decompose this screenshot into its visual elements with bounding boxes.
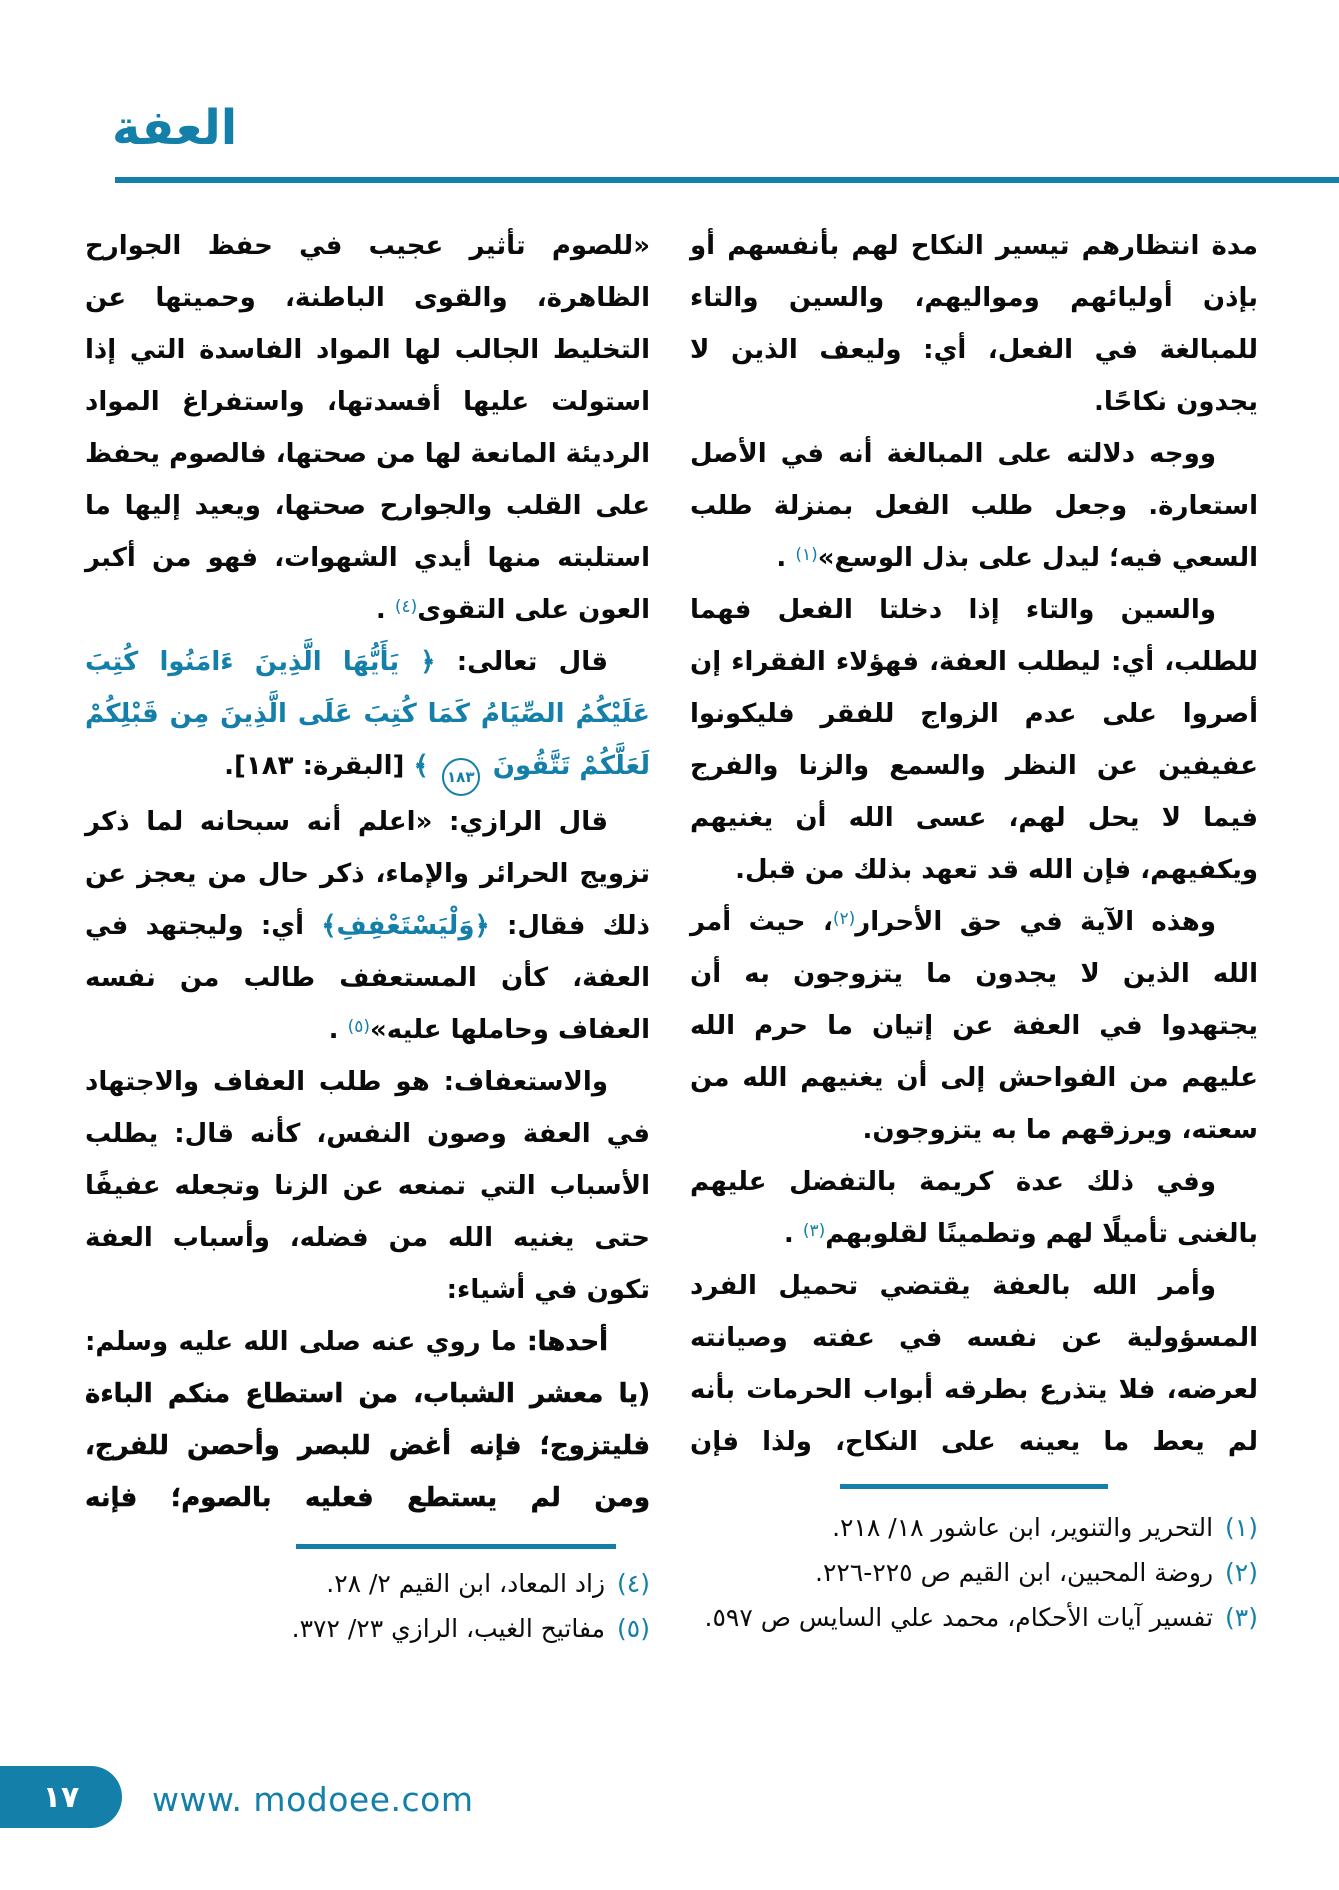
footnotes-right: [690, 1505, 1258, 1640]
footnote-text: روضة المحبين، ابن القيم ص ٢٢٥-٢٢٦.: [815, 1558, 1214, 1587]
hadith-paragraph: [85, 1316, 650, 1524]
text-segment: والاستعفاف: هو طلب العفاف والاجتهاد في العفة وصون النفس، كأنه قال: يطلب الأسباب التي تمنعه عن الزنا وتجعله عفيفًا حتى يغنيه الله من فضله، وأسباب العفة تكون في أشياء:: [85, 1067, 650, 1305]
text-segment: قال الرازي: «اعلم أنه سبحانه لما ذكر تزويج الحرائر والإماء، ذكر حال من يعجز عن ذلك فقال:: [85, 807, 650, 941]
text-segment: مدة انتظارهم تيسير النكاح لهم بأنفسهم أو بإذن أوليائهم ومواليهم، والسين والتاء للمبالغة في الفعل، أي: وليعف الذين لا يجدون نكاحًا.: [690, 231, 1258, 417]
page-number: ١٧: [42, 1779, 80, 1815]
footnote-item: [690, 1595, 1258, 1640]
footnotes-left: [85, 1561, 650, 1651]
quran-text: ﴾: [413, 751, 438, 781]
paragraph: [85, 796, 650, 1056]
header-rule: [115, 177, 1339, 183]
footnote-marker: (١): [795, 545, 818, 565]
paragraph: [85, 1056, 650, 1316]
footnote-item: [690, 1505, 1258, 1550]
footnote-text: التحرير والتنوير، ابن عاشور ١٨/ ٢١٨.: [832, 1513, 1214, 1542]
text-segment: .: [375, 595, 395, 625]
quran-text: ﴿ يَأَيُّهَا الَّذِينَ ءَامَنُوا كُتِبَ عَلَيْكُمُ الصِّيَامُ كَمَا كُتِبَ عَلَى الَّذِينَ مِن قَبْلِكُمْ لَعَلَّكُمْ تَتَّقُونَ: [85, 647, 650, 781]
footnote-text: مفاتيح الغيب، الرازي ٢٣/ ٣٧٢.: [291, 1614, 606, 1643]
page-number-badge: [0, 1766, 122, 1828]
paragraph: [690, 220, 1258, 428]
bold-text-segment: (يا معشر الشباب، من استطاع منكم الباءة فليتزوج؛ فإنه أغض للبصر وأحصن للفرج، ومن لم يستطع فعليه بالصوم؛ فإنه: [85, 1379, 650, 1513]
text-segment: .: [328, 1015, 348, 1045]
text-segment: .: [776, 543, 796, 573]
text-segment: [البقرة: ١٨٣].: [224, 751, 414, 781]
text-segment: والسين والتاء إذا دخلتا الفعل فهما للطلب، أي: ليطلب العفة، فهؤلاء الفقراء إن أصروا على عدم الزواج للفقر فليكونوا عفيفين عن النظر والسمع والزنا والفرج فيما لا يحل لهم، عسى الله أن يغنيهم ويكفيهم، فإن الله قد تعهد بذلك من قبل.: [690, 595, 1258, 885]
website-link[interactable]: www. modoee.com: [152, 1780, 474, 1819]
footnote-marker: (٤): [394, 597, 418, 617]
footnote-number: (١): [1225, 1513, 1258, 1542]
bold-text-segment: أحدها:: [516, 1327, 608, 1357]
footnote-item: [690, 1550, 1258, 1595]
column-left: [85, 220, 650, 1651]
text-segment: قال تعالى:: [435, 647, 608, 677]
footnote-number: (٥): [617, 1614, 650, 1643]
footnote-item: [85, 1606, 650, 1651]
text-segment: وفي ذلك عدة كريمة بالتفضل عليهم بالغنى تأميلًا لهم وتطمينًا لقلوبهم: [690, 1167, 1258, 1249]
footnote-marker: (٢): [832, 909, 856, 929]
quran-text: ﴿وَلْيَسْتَعْفِفِ﴾: [321, 911, 490, 941]
text-segment: ما روي عنه صلى الله عليه وسلم:: [85, 1327, 517, 1357]
column-right: [690, 220, 1258, 1640]
paragraph: [690, 428, 1258, 584]
text-segment: «للصوم تأثير عجيب في حفظ الجوارح الظاهرة، والقوى الباطنة، وحميتها عن التخليط الجالب لها المواد الفاسدة التي إذا استولت عليها أفسدتها، واستفراغ المواد الرديئة المانعة لها من صحتها، فالصوم يحفظ على القلب والجوارح صحتها، ويعيد إليها ما استلبته منها أيدي الشهوات، فهو من أكبر العون على التقوى: [85, 231, 650, 625]
footnote-number: (٢): [1225, 1558, 1258, 1587]
quran-verse-paragraph: [85, 636, 650, 796]
text-segment: .: [783, 1219, 803, 1249]
page-title: العفة: [112, 100, 238, 156]
text-segment: وهذه الآية في حق الأحرار: [855, 907, 1216, 937]
text-segment: أي: وليجتهد في العفة، كأن المستعفف طالب من نفسه العفاف وحاملها عليه»: [85, 911, 650, 1045]
footnote-text: زاد المعاد، ابن القيم ٢/ ٢٨.: [326, 1569, 606, 1598]
paragraph: [690, 584, 1258, 896]
paragraph: [85, 220, 650, 636]
text-segment: ، حيث أمر الله الذين لا يجدون ما يتزوجون به أن يجتهدوا في العفة عن إتيان ما حرم الله عليهم من الفواحش إلى أن يغنيهم الله من سعته، ويرزقهم ما به يتزوجون.: [690, 907, 1258, 1145]
footnote-marker: (٥): [347, 1017, 371, 1037]
ayah-number-badge: ١٨٣: [442, 758, 480, 796]
footnote-item: [85, 1561, 650, 1606]
footnote-divider: [840, 1484, 1108, 1489]
footnote-text: تفسير آيات الأحكام، محمد علي السايس ص ٥٩٧.: [704, 1603, 1214, 1632]
text-segment: ووجه دلالته على المبالغة أنه في الأصل استعارة. وجعل طلب الفعل بمنزلة طلب السعي فيه؛ ليدل على بذل الوسع»: [690, 439, 1258, 573]
footnote-number: (٣): [1225, 1603, 1258, 1632]
text-segment: وأمر الله بالعفة يقتضي تحميل الفرد المسؤولية عن نفسه في عفته وصيانته لعرضه، فلا يتذرع بطرقه أبواب الحرمات بأنه لم يعط ما يعينه على النكاح، ولذا فإن: [690, 1271, 1258, 1457]
paragraph: [690, 1156, 1258, 1260]
footnote-number: (٤): [617, 1569, 650, 1598]
footnote-marker: (٣): [802, 1221, 826, 1241]
paragraph: [690, 896, 1258, 1156]
paragraph: [690, 1260, 1258, 1468]
footnote-divider: [296, 1544, 616, 1549]
